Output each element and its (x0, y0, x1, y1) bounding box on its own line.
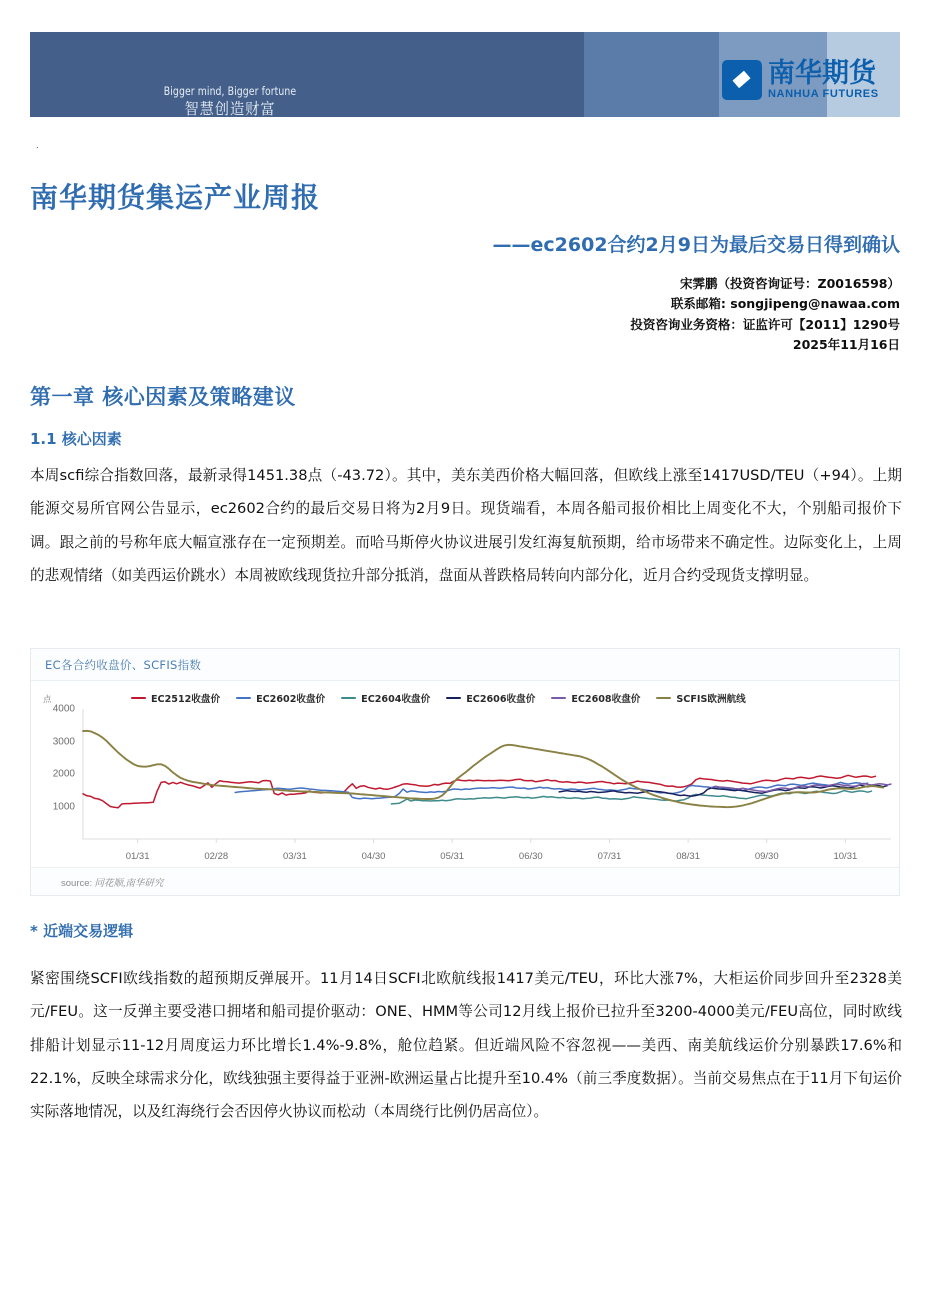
company-tagline (85, 84, 375, 120)
author-meta (630, 274, 900, 355)
y-axis-tick: 2000 (52, 768, 75, 780)
chart-source-label: source: (61, 877, 93, 889)
chapter-heading: 第一章 核心因素及策略建议 (30, 385, 296, 409)
author-line: 宋霁鹏（投资咨询证号：Z0016598） (680, 276, 900, 291)
stray-mark: . (36, 140, 39, 150)
y-axis-unit: 点 (43, 695, 52, 705)
x-axis-tick: 08/31 (676, 851, 700, 862)
date-line: 2025年11月16日 (792, 336, 900, 352)
tagline-chinese: 智慧创造财富 (184, 101, 276, 119)
chart-svg (31, 681, 901, 867)
chart-title: EC各合约收盘价、SCFIS指数 (45, 657, 202, 672)
x-axis-tick: 10/31 (833, 851, 858, 862)
x-axis-tick: 02/28 (204, 851, 229, 862)
near-term-heading: * 近端交易逻辑 (30, 922, 134, 940)
y-axis-tick: 4000 (52, 703, 75, 715)
x-axis-tick: 07/31 (597, 851, 622, 862)
legend-label: SCFIS欧洲航线 (676, 694, 746, 705)
legend-label: EC2512收盘价 (151, 694, 221, 705)
chart-card (30, 648, 900, 896)
near-term-logic-paragraph: 紧密围绕SCFI欧线指数的超预期反弹展开。11月14日SCFI北欧航线报1417美元/TEU，环比大涨7%，大柜运价同步回升至2328美元/FEU。这一反弹主要受港口拥堵和船司提价驱动：ONE、HMM等公司12月线上报价已拉升至3200-4000美元/FEU高位，同时欧线排船计划显示11-12月周度运力环比增长1.4%-9.8%，舱位趋紧。但近端风险不容忽视——美西、南美航线运价分别暴跌17.6%和22.1%，反映全球需求分化，欧线独强主要得益于亚洲-欧洲运量占比提升至10.4%（前三季度数据）。当前交易焦点在于11月下旬运价实际落地情况，以及红海绕行会否因停火协议而松动（本周绕行比例仍居高位）。 (30, 970, 902, 1121)
legend-label: EC2606收盘价 (466, 694, 536, 705)
company-logo (722, 60, 879, 100)
y-axis-tick: 1000 (52, 801, 75, 812)
x-axis-labels (81, 851, 889, 865)
legend-label: EC2608收盘价 (571, 694, 641, 705)
x-axis-tick: 09/30 (754, 851, 779, 862)
banner-band-2 (584, 32, 719, 117)
y-axis-tick: 3000 (52, 736, 75, 747)
page-title: 南华期货集运产业周报 (30, 181, 321, 214)
legend-label: EC2602收盘价 (256, 694, 326, 705)
chart-source-value: 同花顺,南华研究 (94, 878, 164, 889)
chart-series-line (83, 775, 875, 808)
core-factors-paragraph: 本周scfi综合指数回落，最新录得1451.38点（-43.72）。其中，美东美西价格大幅回落，但欧线上涨至1417USD/TEU（+94）。上期能源交易所官网公告显示，ec2602合约的最后交易日将为2月9日。现货端看，本周各船司报价相比上周变化不大，个别船司报价下调。跟之前的号称年底大幅宣涨存在一定预期差。而哈马斯停火协议进展引发红海复航预期，给市场带来不确定性。边际变化上，上周的悲观情绪（如美西运价跳水）本周被欧线现货拉升部分抵消，盘面从普跌格局转向内部分化，近月合约受现货支撑明显。 (30, 467, 902, 584)
logo-name-cn: 南华期货 (768, 58, 876, 89)
x-axis-tick: 01/31 (125, 851, 150, 862)
license-line: 投资咨询业务资格：证监许可【2011】1290号 (630, 316, 900, 332)
nanhua-logo-icon (722, 60, 762, 100)
chart-footer (31, 867, 899, 895)
chart-source (61, 875, 163, 889)
x-axis-tick: 03/31 (283, 851, 307, 862)
chart-plot-area (31, 681, 899, 867)
subsection-heading: 1.1 核心因素 (30, 430, 122, 448)
legend-label: EC2604收盘价 (361, 694, 431, 705)
chart-header (31, 649, 899, 681)
page-subtitle: ——ec2602合约2月9日为最后交易日得到确认 (492, 234, 900, 256)
tagline-english: Bigger mind, Bigger fortune (163, 84, 297, 98)
x-axis-tick: 05/31 (440, 851, 465, 862)
x-axis-tick: 04/30 (361, 851, 386, 862)
email-line: 联系邮箱: songjipeng@nawaa.com (670, 296, 900, 312)
logo-name-en: NANHUA FUTURES (768, 88, 879, 100)
x-axis-tick: 06/30 (518, 851, 543, 862)
logo-text (768, 60, 879, 100)
